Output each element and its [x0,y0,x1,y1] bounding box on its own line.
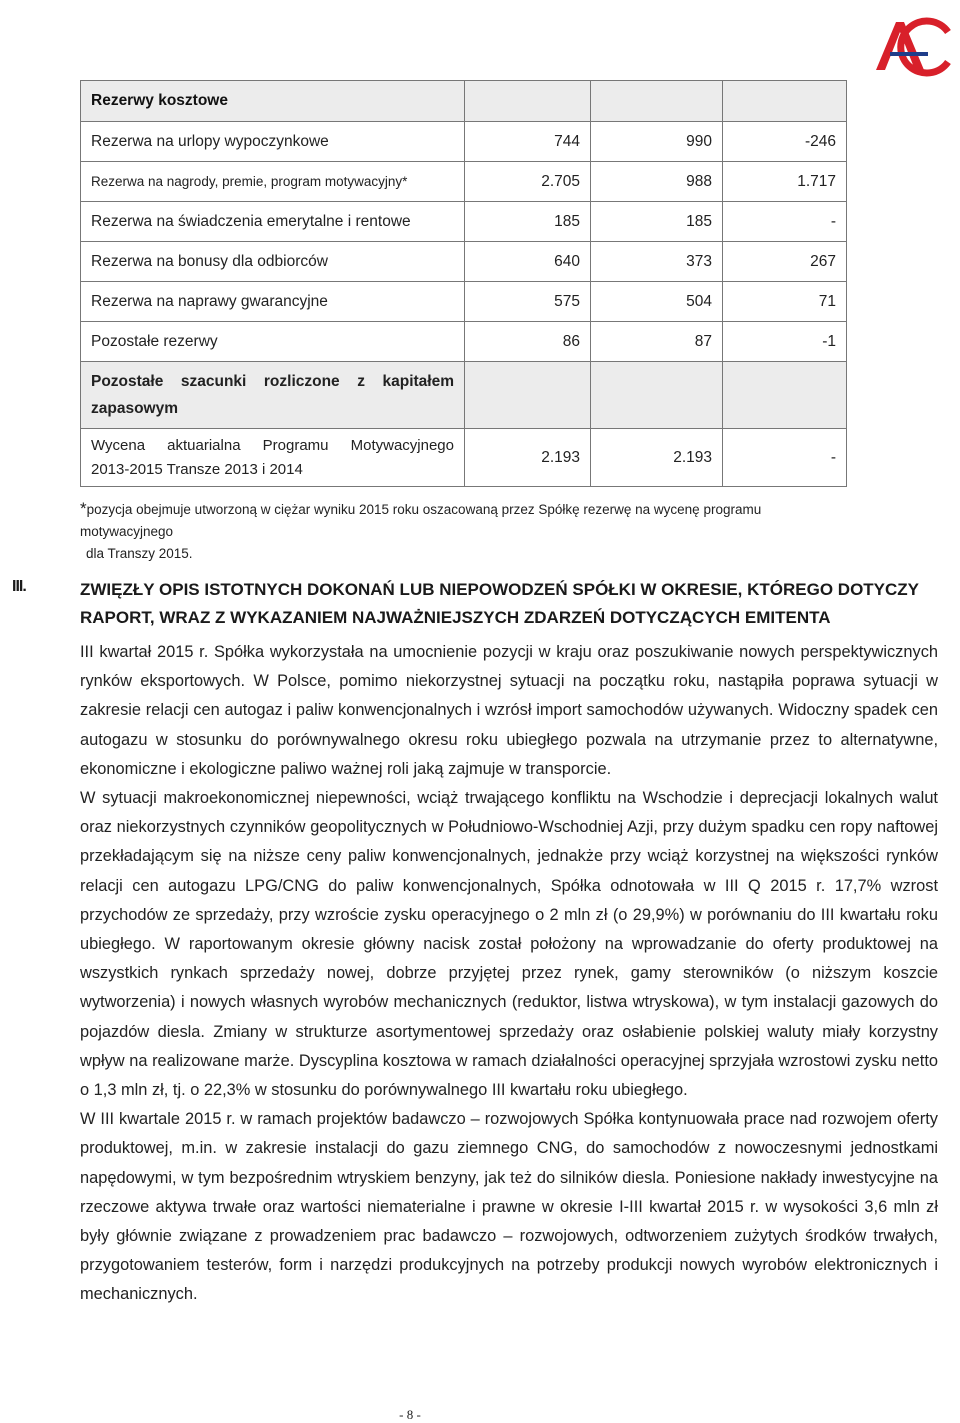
row-value-1: 185 [465,202,591,242]
row-value-2: 373 [591,242,723,282]
row-value-1: 744 [465,122,591,162]
reserves-table [80,80,847,487]
page-number: - 8 - [399,1407,421,1422]
paragraph: III kwartał 2015 r. Spółka wykorzystała na umocnienie pozycji w kraju oraz poszukiwanie nowych perspektywicznych rynków eksportowych. W Polsce, pomimo niekorzystnej sytuacji na początku roku, nastąpiła poprawa sytuacji w zakresie relacji cen autogaz i paliw konwencjonalnych i wzrósł import samochodów używanych. Widoczny spadek cen autogazu w stosunku do porównywalnego okresu roku ubiegłego pozwala na utrzymanie przez to alternatywne, ekonomiczne i ekologiczne paliwo ważnej roli jaką zajmuje w transporcie. [80,643,938,778]
table-subheader-row [81,362,847,429]
ac-logo-icon [868,10,954,80]
table-row [81,162,847,202]
row-value-2: 504 [591,282,723,322]
section-number: III. [12,578,26,595]
table-row [81,242,847,282]
row-value-3: 71 [723,282,847,322]
footnote-line-2: dla Transzy 2015. [86,546,193,561]
row-value-3: - [723,429,847,487]
header-cost-reserves: Rezerwy kosztowe [81,81,465,122]
paragraph: W sytuacji makroekonomicznej niepewności, wciąż trwającego konfliktu na Wschodzie i deprecjacji lokalnych walut oraz niekorzystnych czynników geopolitycznych w Południowo-Wschodniej Azji, przy dużym spadku cen ropy naftowej przekładającym się na niższe ceny paliw konwencjonalnych, jednakże przy wciąż korzystnej na większości rynków relacji cen autogazu LPG/CNG do paliw konwencjonalnych, Spółka odnotowała w III Q 2015 r. 17,7% wzrost przychodów ze sprzedaży, przy wzroście zysku operacyjnego o 2 mln zł (o 29,9%) w porównaniu do III kwartału roku ubiegłego. W raportowanym okresie główny nacisk został położony na wprowadzanie do oferty produktowej na wszystkich rynkach sprzedaży nowej, dobrze przyjętej przez rynek, gamy sterowników (o niższym koszcie wytworzenia) i nowych własnych wyrobów mechanicznych (reduktor, listwa wtryskowa), w tym instalacji gazowych do pojazdów diesla. Zmiany w strukturze asortymentowej sprzedaży oraz osłabienie polskiej waluty miały korzystny wpływ na realizowane marże. Dyscyplina kosztowa w ramach działalności operacyjnej sprzyjała wzrostowi zysku netto o 1,3 mln zł, tj. o 22,3% w stosunku do porównywalnego III kwartału roku ubiegłego. [80,789,938,1100]
row-value-3: 1.717 [723,162,847,202]
row-label: Rezerwa na naprawy gwarancyjne [81,282,465,322]
row-value-2: 2.193 [591,429,723,487]
row-value-2: 185 [591,202,723,242]
row-value-1: 2.193 [465,429,591,487]
row-value-2: 990 [591,122,723,162]
footnote-line-1: pozycja obejmuje utworzoną w ciężar wyniku 2015 roku oszacowaną przez Spółkę rezerwę na wycenę programu motywacyjnego [80,502,762,539]
table-row [81,122,847,162]
company-logo [868,10,954,80]
footnote-marker: * [80,499,87,518]
row-label: Rezerwa na bonusy dla odbiorców [81,242,465,282]
paragraph: W III kwartale 2015 r. w ramach projektów badawczo – rozwojowych Spółka kontynuowała prace nad rozwojem oferty produktowej, m.in. w zakresie instalacji do gazu ziemnego CNG, do samochodów z nowoczesnymi jednostkami napędowymi, w tym bezpośrednim wtryskiem benzyny, jak też do silników diesla. Poniesione nakłady inwestycyjne na rzeczowe aktywa trwałe oraz wartości niematerialne i prawne w okresie I-III kwartał 2015 r. w wysokości 3,6 mln zł były głównie związane z prowadzeniem prac badawczo – rozwojowych, odtworzeniem zużytych środków trwałych, przygotowaniem testerów, form i narzędzi produkcyjnych na potrzeby produkcji nowych wyrobów elektronicznych i mechanicznych. [80,1110,938,1304]
row-value-1: 640 [465,242,591,282]
section-title: ZWIĘZŁY OPIS ISTOTNYCH DOKONAŃ LUB NIEPOWODZEŃ SPÓŁKI W OKRESIE, KTÓREGO DOTYCZY RAPORT, WRAZ Z WYKAZANIEM NAJWAŻNIEJSZYCH ZDARZEŃ DOTYCZĄCYCH EMITENTA [80,580,919,627]
section-body [80,638,938,1310]
table-row [81,429,847,487]
table-footnote [80,498,850,565]
table-header-row [81,81,847,122]
table-row [81,322,847,362]
row-value-1: 2.705 [465,162,591,202]
row-label-line-1: Wycena aktuarialna Programu Motywacyjnego [91,436,454,454]
row-value-1: 575 [465,282,591,322]
row-label: Pozostałe rezerwy [81,322,465,362]
header-other-estimates: Pozostałe szacunki rozliczone z kapitałem zapasowym [81,362,465,429]
row-value-3: - [723,202,847,242]
row-label: Rezerwa na świadczenia emerytalne i rentowe [81,202,465,242]
row-value-2: 87 [591,322,723,362]
row-label: Rezerwa na nagrody, premie, program motywacyjny* [81,162,465,202]
row-label: Rezerwa na urlopy wypoczynkowe [81,122,465,162]
row-value-2: 988 [591,162,723,202]
row-value-3: -246 [723,122,847,162]
row-value-3: -1 [723,322,847,362]
table-row [81,282,847,322]
row-value-1: 86 [465,322,591,362]
row-value-3: 267 [723,242,847,282]
table-row [81,202,847,242]
row-label [81,429,465,487]
row-label-line-2: 2013-2015 Transze 2013 i 2014 [91,460,303,478]
